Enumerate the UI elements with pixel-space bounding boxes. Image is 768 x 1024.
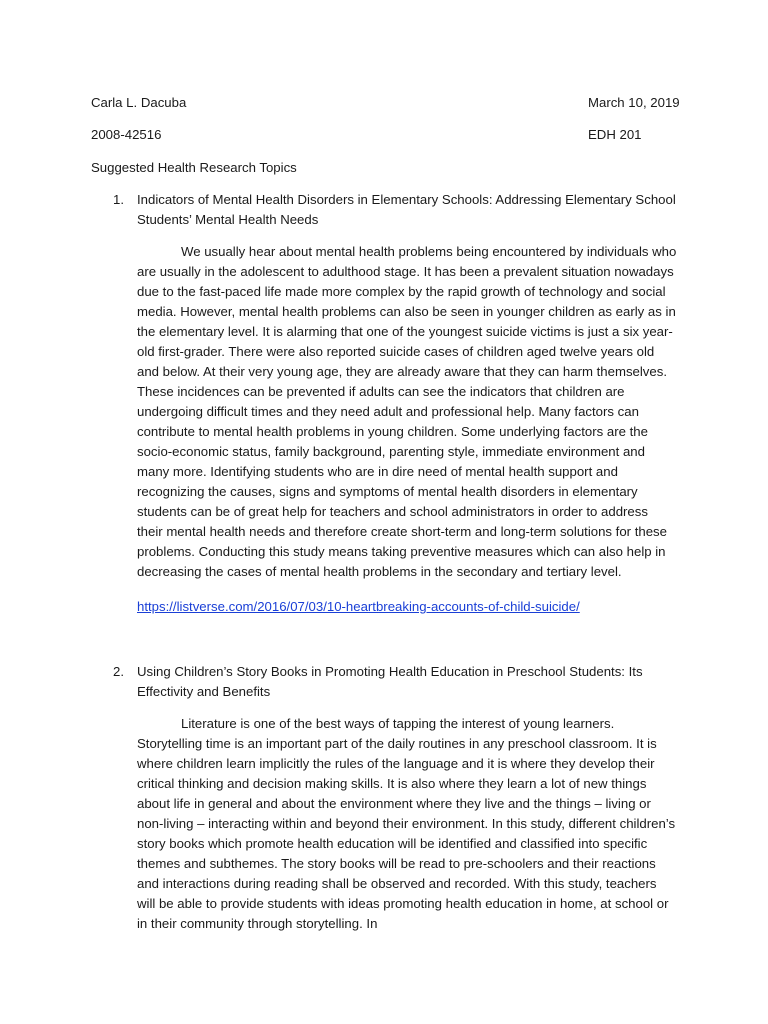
topic-1-number: 1.: [113, 192, 124, 207]
topic-1-title: Indicators of Mental Health Disorders in Elementary Schools: Addressing Elementary School Students’ Mental Health Needs: [137, 192, 676, 227]
topic-2-title: Using Children’s Story Books in Promoting Health Education in Preschool Students: Its Effectivity and Benefits: [137, 664, 643, 699]
topic-1-reference-link[interactable]: https://listverse.com/2016/07/03/10-heartbreaking-accounts-of-child-suicide/: [137, 599, 580, 614]
topic-2-heading: [91, 662, 691, 702]
topic-2-number: 2.: [113, 664, 124, 679]
topic-1-body: We usually hear about mental health problems being encountered by individuals who are usually in the adolescent to adulthood stage. It has been a prevalent situation nowadays due to the fast-paced life made more complex by the rapid growth of technology and social media. However, mental health problems can also be seen in younger children as early as in the elementary level. It is alarming that one of the youngest suicide victims is just a six year-old first-grader. There were also reported suicide cases of children aged twelve years old and below. At their very young age, they are already aware that they can harm themselves. These incidences can be prevented if adults can see the indicators that children are undergoing difficult times and they need adult and professional help. Many factors can contribute to mental health problems in young children. Some underlying factors are the socio-economic status, family background, parenting style, immediate environment and many more. Identifying students who are in dire need of mental health support and recognizing the causes, signs and symptoms of mental health disorders in elementary students can be of great help for teachers and school administrators in order to address their mental health needs and therefore create short-term and long-term solutions for these problems. Conducting this study means taking preventive measures which can also help in decreasing the cases of mental health problems in the secondary and tertiary level.: [137, 244, 677, 579]
author-name: Carla L. Dacuba: [91, 95, 187, 110]
student-id: 2008-42516: [91, 127, 162, 142]
topic-2-body: Literature is one of the best ways of tapping the interest of young learners. Storytelling time is an important part of the daily routines in any preschool classroom. It is where children learn implicitly the rules of the language and it is where they develop their critical thinking and decision making skills. It is also where they learn a lot of new things about life in general and about the environment where they live and the things – living or non-living – interacting within and beyond their environment. In this study, different children’s story books which promote health education will be identified and classified into specific themes and subthemes. The story books will be read to pre-schoolers and their reactions and interactions during reading shall be observed and recorded. With this study, teachers will be able to provide students with ideas promoting health education in home, at school or in their community through storytelling. In: [137, 716, 676, 931]
document-title: Suggested Health Research Topics: [91, 160, 297, 175]
topic-1-heading: [91, 190, 691, 230]
document-date: March 10, 2019: [588, 95, 680, 110]
course-code: EDH 201: [588, 127, 642, 142]
